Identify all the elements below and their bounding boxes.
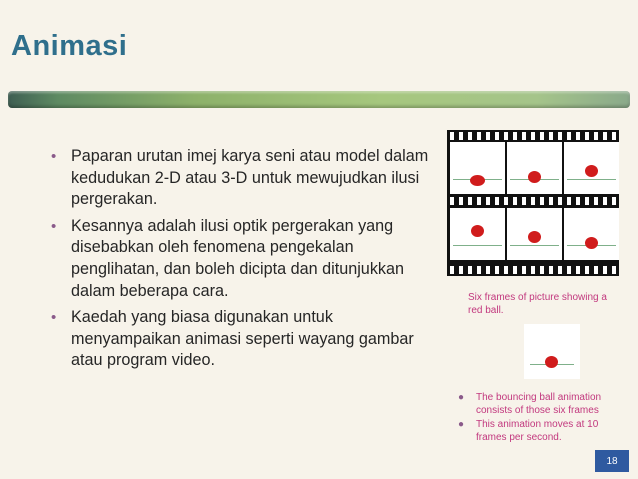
film-sprocket-row (447, 266, 619, 274)
animation-frame-3 (564, 142, 619, 194)
note-text: The bouncing ball animation consists of those six frames (476, 392, 602, 416)
ground-line (510, 245, 559, 246)
title-divider-bar (8, 91, 630, 108)
animation-frame-1 (450, 142, 505, 194)
red-ball (470, 175, 485, 186)
red-ball (471, 225, 484, 237)
film-sprocket-row (447, 132, 619, 140)
bullet-item (51, 146, 431, 211)
red-ball (585, 237, 598, 249)
red-ball (528, 231, 541, 243)
bullet-dot-icon: • (51, 148, 57, 165)
bullet-dot-icon: ● (458, 392, 465, 403)
bullet-text: Kaedah yang biasa digunakan untuk menyampaikan animasi seperti wayang gambar atau program video. (71, 308, 414, 370)
animation-frame-5 (507, 208, 562, 260)
animation-frame-2 (507, 142, 562, 194)
red-ball (545, 356, 558, 368)
note-item (458, 419, 623, 444)
ground-line (453, 245, 502, 246)
page-number-badge: 18 (595, 450, 629, 472)
bullet-list (51, 146, 431, 377)
animation-frame-4 (450, 208, 505, 260)
red-ball (528, 171, 541, 183)
bullet-dot-icon: ● (458, 419, 465, 430)
bouncing-ball-animation (524, 324, 580, 379)
note-text: This animation moves at 10 frames per second. (476, 419, 599, 443)
bullet-dot-icon: • (51, 217, 57, 235)
note-item (458, 392, 623, 417)
film-sprocket-row (447, 197, 619, 205)
bullet-text: Paparan urutan imej karya seni atau model dalam kedudukan 2-D atau 3-D untuk mewujudkan ilusi pergerakan. (71, 147, 429, 209)
slide-title: Animasi (11, 30, 128, 62)
animation-frame-6 (564, 208, 619, 260)
red-ball (585, 165, 598, 177)
animation-notes (458, 392, 623, 446)
bullet-item (51, 307, 431, 372)
bullet-dot-icon: • (51, 309, 57, 327)
ground-line (567, 179, 616, 180)
bullet-item (51, 216, 431, 302)
bullet-text: Kesannya adalah ilusi optik pergerakan yang disebabkan oleh fenomena pengekalan penglihatan, dan boleh dicipta dan ditunjukkan dalam beberapa cara. (71, 216, 405, 300)
filmstrip-image (447, 130, 619, 276)
figure-caption: Six frames of picture showing a red ball. (468, 292, 607, 316)
